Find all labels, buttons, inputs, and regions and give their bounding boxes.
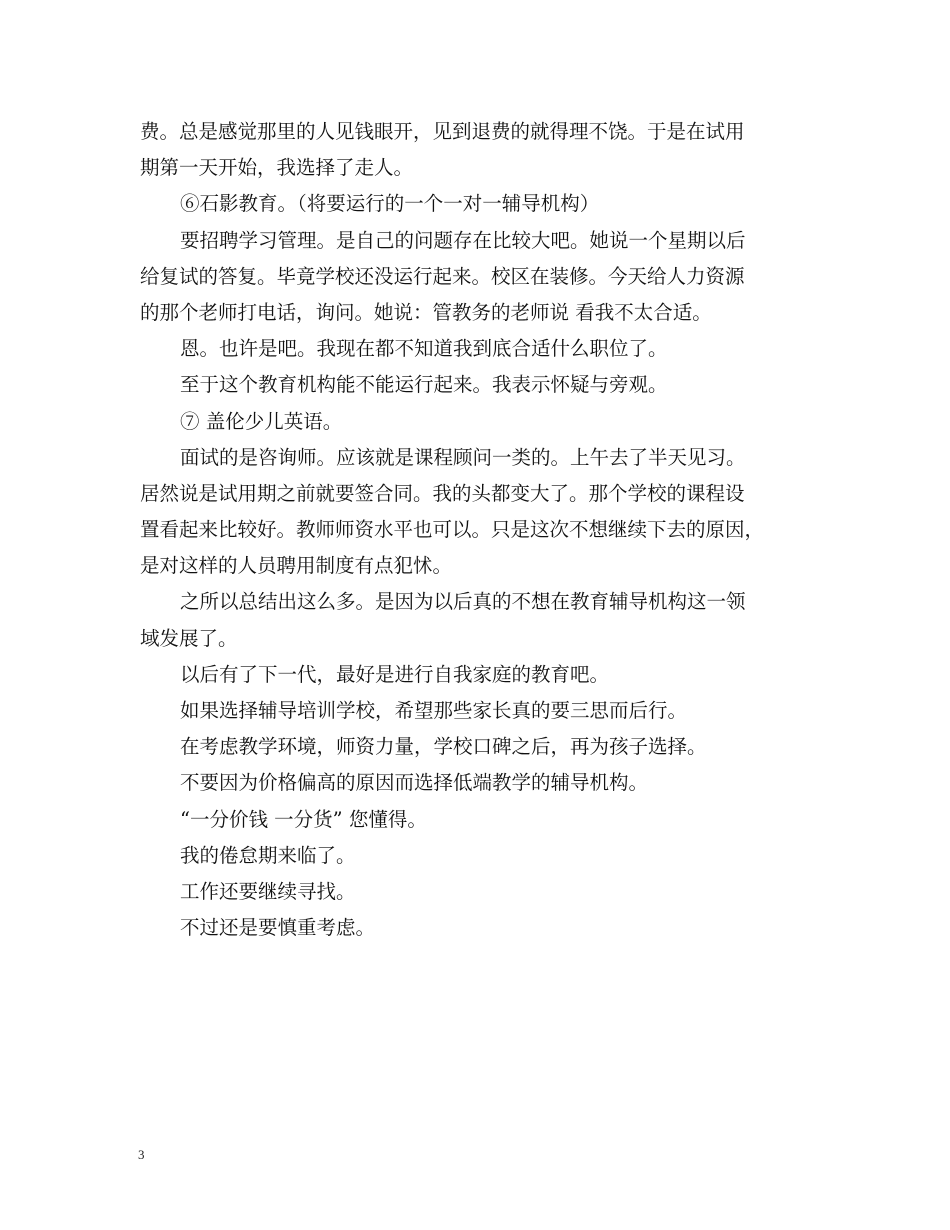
- text-line: 恩。也许是吧。我现在都不知道我到底合适什么职位了。: [180, 337, 668, 361]
- text-line: 如果选择辅导培训学校，希望那些家长真的要三思而后行。: [180, 699, 688, 722]
- text-line: “一分价钱 一分货” 您懂得。: [180, 807, 427, 831]
- page-number: 3: [138, 1147, 145, 1162]
- text-line: 不过还是要慎重考虑。: [180, 916, 376, 940]
- text-line: 给复试的答复。毕竟学校还没运行起来。校区在装修。今天给人力资源: [140, 264, 745, 288]
- text-line: 以后有了下一代，最好是进行自我家庭的教育吧。: [180, 662, 610, 686]
- text-line: ⑦ 盖伦少儿英语。: [180, 409, 343, 433]
- text-line: 至于这个教育机构能不能运行起来。我表示怀疑与旁观。: [180, 373, 668, 397]
- text-line: 费。总是感觉那里的人见钱眼开，见到退费的就得理不饶。于是在试用: [140, 120, 745, 143]
- text-line: 之所以总结出这么多。是因为以后真的不想在教育辅导机构这一领: [180, 590, 746, 614]
- text-line: 的那个老师打电话，询问。她说：管教务的老师说 看我不太合适。: [140, 300, 712, 324]
- text-line: 要招聘学习管理。是自己的问题存在比较大吧。她说一个星期以后: [180, 228, 746, 252]
- text-line: 不要因为价格偏高的原因而选择低端教学的辅导机构。: [180, 771, 649, 795]
- text-line: 域发展了。: [140, 626, 238, 650]
- text-line: 期第一天开始，我选择了走人。: [140, 156, 414, 180]
- text-line: 我的倦怠期来临了。: [180, 843, 356, 867]
- text-line: 面试的是咨询师。应该就是课程顾问一类的。上午去了半天见习。: [180, 445, 746, 469]
- text-line: 在考虑教学环境，师资力量，学校口碑之后，再为孩子选择。: [180, 735, 707, 759]
- document-body: [140, 114, 820, 946]
- text-line: 是对这样的人员聘用制度有点犯怵。: [140, 554, 453, 578]
- text-line: 工作还要继续寻找。: [180, 879, 356, 903]
- text-line: 置看起来比较好。教师师资水平也可以。只是这次不想继续下去的原因，: [140, 518, 765, 542]
- text-line: 居然说是试用期之前就要签合同。我的头都变大了。那个学校的课程设: [140, 481, 745, 505]
- text-line: ⑥石影教育。（将要运行的一个一对一辅导机构）: [180, 192, 600, 216]
